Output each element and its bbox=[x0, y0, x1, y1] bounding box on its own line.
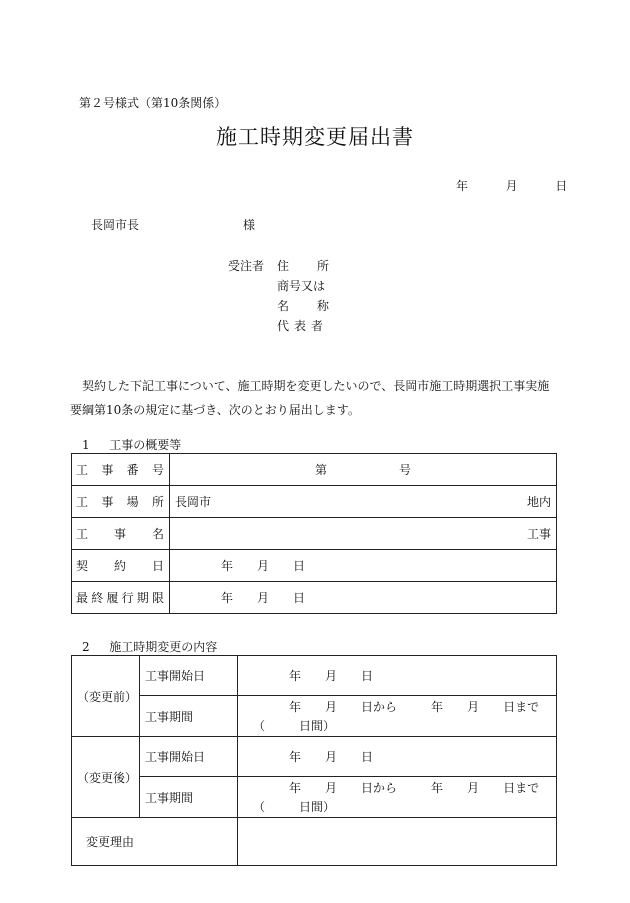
after-start-date-label: 工事開始日 bbox=[140, 737, 238, 777]
addressee-name: 長岡市長 bbox=[91, 218, 140, 232]
date-month: 月 bbox=[505, 179, 518, 193]
row-label-project-location: 工 事 場 所 bbox=[72, 486, 170, 518]
after-start-date-field[interactable]: 年 月 日 bbox=[238, 737, 557, 777]
section1-heading: 1 工事の概要等 bbox=[82, 438, 182, 452]
project-number-field[interactable]: 第 号 bbox=[170, 454, 557, 486]
final-deadline-field[interactable]: 年 月 日 bbox=[170, 582, 557, 614]
table-row bbox=[72, 518, 557, 550]
before-period-field[interactable]: 年 月 日から 年 月 日まで （ 日間） bbox=[238, 696, 557, 737]
applicant-address-label: 住 所 bbox=[277, 259, 329, 273]
after-change-label: （変更後） bbox=[72, 737, 140, 818]
contract-date-field[interactable]: 年 月 日 bbox=[170, 550, 557, 582]
addressee-honorific: 様 bbox=[243, 218, 256, 232]
project-location-field[interactable]: 長岡市 地内 bbox=[170, 486, 557, 518]
table-row bbox=[72, 696, 557, 737]
row-label-contract-date: 契 約 日 bbox=[72, 550, 170, 582]
table-row bbox=[72, 818, 557, 866]
applicant-representative-label: 代 表 者 bbox=[277, 319, 323, 333]
table-row bbox=[72, 777, 557, 818]
construction-summary-table bbox=[71, 453, 557, 614]
before-period-label: 工事期間 bbox=[140, 696, 238, 737]
date-year: 年 bbox=[456, 179, 469, 193]
table-row bbox=[72, 486, 557, 518]
before-change-label: （変更前） bbox=[72, 656, 140, 737]
table-row bbox=[72, 737, 557, 777]
applicant-label: 受注者 bbox=[228, 259, 265, 273]
table-row bbox=[72, 454, 557, 486]
section2-heading: 2 施工時期変更の内容 bbox=[82, 640, 218, 654]
schedule-change-table bbox=[71, 655, 557, 866]
notice-body bbox=[70, 374, 560, 422]
table-row bbox=[72, 582, 557, 614]
table-row bbox=[72, 656, 557, 696]
document-title: 施工時期変更届出書 bbox=[216, 125, 414, 149]
notice-line-1: 契約した下記工事について、施工時期を変更したいので、長岡市施工時期選択工事実施 bbox=[82, 379, 550, 393]
notice-line-2: 要綱第10条の規定に基づき、次のとおり届出します。 bbox=[70, 403, 360, 417]
after-period-label: 工事期間 bbox=[140, 777, 238, 818]
before-start-date-label: 工事開始日 bbox=[140, 656, 238, 696]
before-start-date-field[interactable]: 年 月 日 bbox=[238, 656, 557, 696]
change-reason-field[interactable] bbox=[238, 818, 557, 866]
row-label-project-number: 工 事 番 号 bbox=[72, 454, 170, 486]
change-reason-label: 変更理由 bbox=[72, 818, 238, 866]
project-name-field[interactable]: 工事 bbox=[170, 518, 557, 550]
applicant-trade-name-label: 商号又は bbox=[277, 279, 326, 293]
applicant-name-label: 名 称 bbox=[277, 299, 329, 313]
date-day: 日 bbox=[555, 179, 568, 193]
table-row bbox=[72, 550, 557, 582]
row-label-project-name: 工 事 名 bbox=[72, 518, 170, 550]
after-period-field[interactable]: 年 月 日から 年 月 日まで （ 日間） bbox=[238, 777, 557, 818]
row-label-final-deadline: 最 終 履 行 期 限 bbox=[72, 582, 170, 614]
submission-date bbox=[456, 177, 567, 194]
form-number: 第２号様式（第10条関係） bbox=[79, 96, 227, 110]
